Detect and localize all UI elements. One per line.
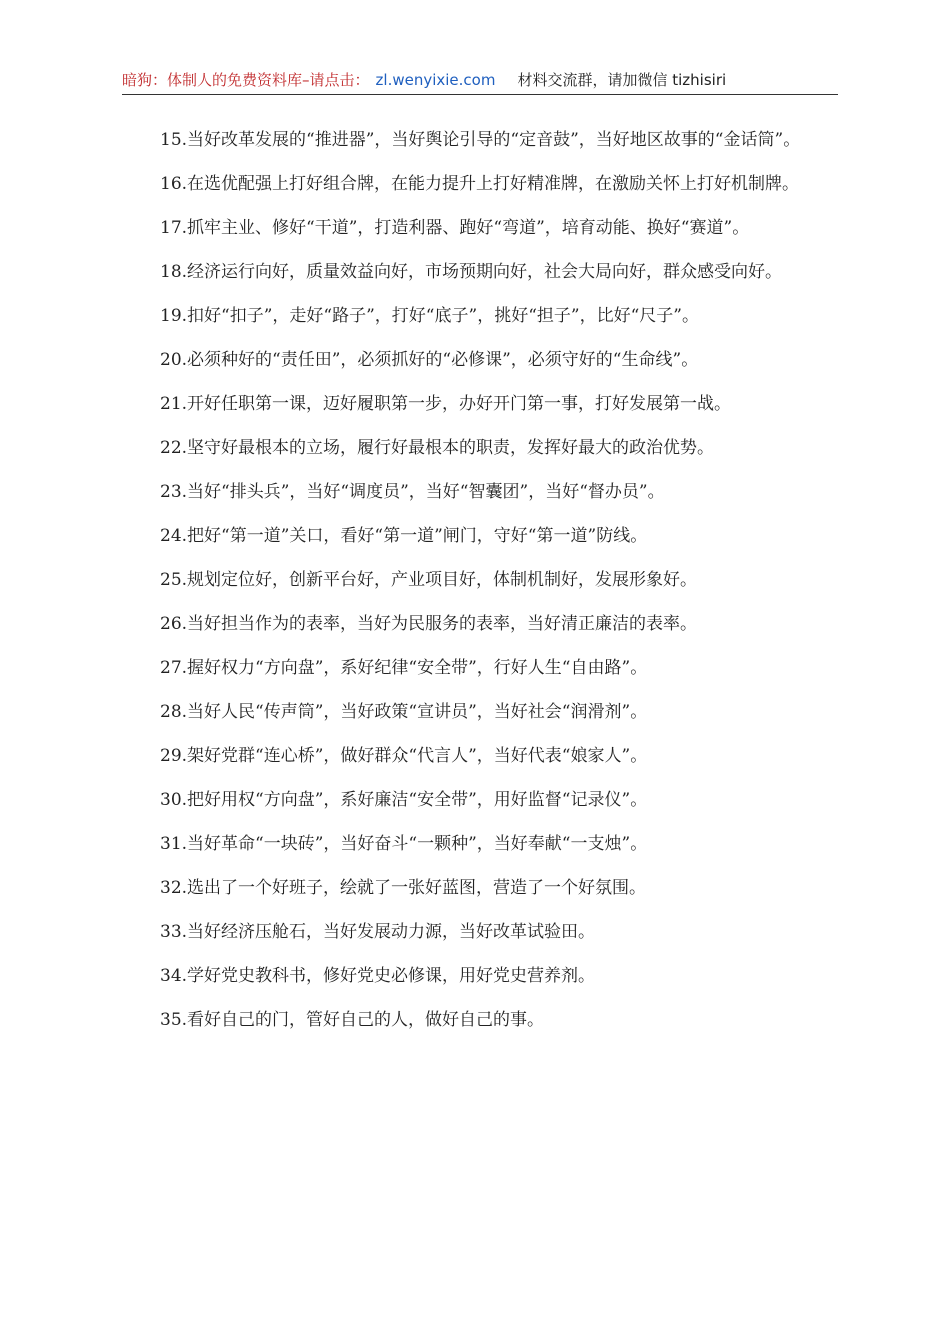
item-text: 把好“第一道”关口，看好“第一道”闸门，守好“第一道”防线。: [187, 526, 648, 546]
list-item: [122, 300, 838, 333]
item-text: 抓牢主业、修好“干道”，打造利器、跑好“弯道”，培育动能、换好“赛道”。: [187, 218, 750, 238]
item-text: 当好“排头兵”，当好“调度员”，当好“智囊团”，当好“督办员”。: [187, 482, 665, 502]
item-text: 当好革命“一块砖”，当好奋斗“一颗种”，当好奉献“一支烛”。: [187, 834, 648, 854]
item-number: 18.: [160, 262, 188, 282]
item-number: 34.: [160, 966, 188, 986]
list-item: [122, 696, 838, 729]
item-number: 26.: [160, 614, 188, 634]
list-item: [122, 256, 838, 289]
list-item: [122, 344, 838, 377]
item-text: 必须种好的“责任田”，必须抓好的“必修课”，必须守好的“生命线”。: [187, 350, 699, 370]
item-number: 23.: [160, 482, 188, 502]
document-body: [122, 124, 838, 1048]
wechat-group-note: 材料交流群，请加微信 tizhisiri: [517, 71, 727, 89]
item-number: 29.: [160, 746, 188, 766]
list-item: [122, 784, 838, 817]
list-item: [122, 652, 838, 685]
item-number: 25.: [160, 570, 188, 590]
item-number: 16.: [160, 174, 188, 194]
list-item: [122, 740, 838, 773]
item-number: 15.: [160, 130, 188, 150]
item-number: 31.: [160, 834, 188, 854]
item-number: 28.: [160, 702, 188, 722]
item-number: 21.: [160, 394, 188, 414]
item-text: 坚守好最根本的立场，履行好最根本的职责，发挥好最大的政治优势。: [187, 438, 715, 458]
item-text: 经济运行向好，质量效益向好，市场预期向好，社会大局向好，群众感受向好。: [187, 262, 783, 282]
page-header: [122, 66, 838, 95]
item-number: 27.: [160, 658, 188, 678]
item-number: 30.: [160, 790, 188, 810]
item-number: 24.: [160, 526, 188, 546]
item-text: 当好经济压舱石，当好发展动力源，当好改革试验田。: [187, 922, 596, 942]
site-link[interactable]: zl.wenyixie.com: [375, 71, 496, 89]
list-item: [122, 872, 838, 905]
item-text: 当好人民“传声筒”，当好政策“宣讲员”，当好社会“润滑剂”。: [187, 702, 648, 722]
item-text: 开好任职第一课，迈好履职第一步，办好开门第一事，打好发展第一战。: [187, 394, 732, 414]
item-text: 握好权力“方向盘”，系好纪律“安全带”，行好人生“自由路”。: [187, 658, 648, 678]
list-item: [122, 168, 838, 201]
item-number: 22.: [160, 438, 188, 458]
list-item: [122, 564, 838, 597]
item-text: 当好担当作为的表率，当好为民服务的表率，当好清正廉洁的表率。: [187, 614, 698, 634]
item-text: 扣好“扣子”，走好“路子”，打好“底子”，挑好“担子”，比好“尺子”。: [187, 306, 699, 326]
item-number: 17.: [160, 218, 188, 238]
list-item: [122, 432, 838, 465]
site-name: 暗狗：体制人的免费资料库: [122, 71, 303, 89]
item-number: 33.: [160, 922, 188, 942]
item-text: 架好党群“连心桥”，做好群众“代言人”，当好代表“娘家人”。: [187, 746, 648, 766]
item-text: 在选优配强上打好组合牌，在能力提升上打好精准牌，在激励关怀上打好机制牌。: [187, 174, 800, 194]
click-prompt: –请点击：: [302, 71, 370, 89]
list-item: [122, 520, 838, 553]
item-text: 把好用权“方向盘”，系好廉洁“安全带”，用好监督“记录仪”。: [187, 790, 648, 810]
item-number: 19.: [160, 306, 188, 326]
list-item: [122, 212, 838, 245]
list-item: [122, 608, 838, 641]
item-number: 20.: [160, 350, 188, 370]
item-text: 看好自己的门，管好自己的人，做好自己的事。: [187, 1010, 545, 1030]
list-item: [122, 124, 838, 157]
item-text: 当好改革发展的“推进器”，当好舆论引导的“定音鼓”，当好地区故事的“金话筒”。: [187, 130, 801, 150]
item-text: 规划定位好，创新平台好，产业项目好，体制机制好，发展形象好。: [187, 570, 698, 590]
list-item: [122, 388, 838, 421]
list-item: [122, 960, 838, 993]
list-item: [122, 476, 838, 509]
item-number: 35.: [160, 1010, 188, 1030]
list-item: [122, 1004, 838, 1037]
list-item: [122, 916, 838, 949]
item-text: 选出了一个好班子，绘就了一张好蓝图，营造了一个好氛围。: [187, 878, 647, 898]
item-number: 32.: [160, 878, 188, 898]
list-item: [122, 828, 838, 861]
item-text: 学好党史教科书，修好党史必修课，用好党史营养剂。: [187, 966, 596, 986]
